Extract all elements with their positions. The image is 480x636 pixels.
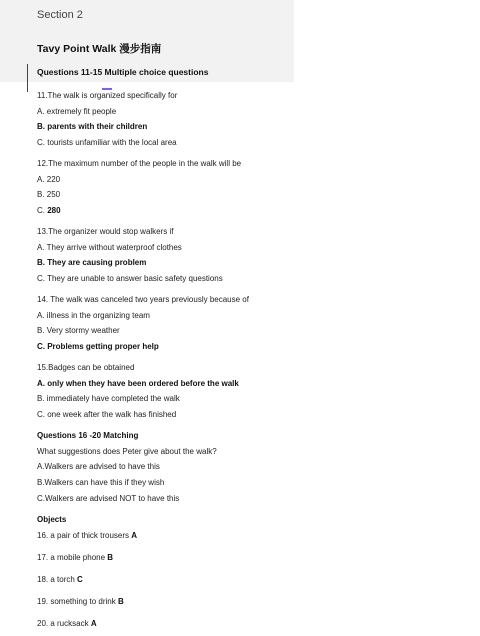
- object-item-20: [37, 619, 97, 628]
- object-item-16: [37, 531, 137, 540]
- section-title: Section 2: [37, 9, 83, 21]
- question-15-text: 15.Badges can be obtained: [37, 363, 135, 372]
- question-12-answer: 280: [47, 206, 61, 215]
- question-11-option-c: C. tourists unfamiliar with the local area: [37, 138, 177, 147]
- question-12-option-a: A. 220: [37, 175, 61, 184]
- question-12-text: 12.The maximum number of the people in the walk will be: [37, 159, 242, 168]
- object-item-answer: A: [131, 531, 138, 540]
- matching-option-b: B.Walkers can have this if they wish: [37, 478, 165, 487]
- question-13-text: 13.The organizer would stop walkers if: [37, 227, 174, 236]
- object-item-17: [37, 553, 113, 562]
- object-item-19: [37, 597, 124, 606]
- page-title: Tavy Point Walk 漫步指南: [37, 43, 162, 55]
- object-item-answer: B: [117, 597, 124, 606]
- object-item-answer: B: [107, 553, 114, 562]
- question-12-option-c: [37, 206, 61, 215]
- left-rule-divider: [27, 64, 28, 92]
- question-14-option-a: A. illness in the organizing team: [37, 311, 150, 320]
- question-15-option-a: A. only when they have been ordered before the walk: [37, 379, 239, 388]
- object-item-answer: A: [90, 619, 97, 628]
- question-15-option-c: C. one week after the walk has finished: [37, 410, 177, 419]
- highlight-marker: [102, 88, 112, 90]
- question-14-text: 14. The walk was canceled two years previously because of: [37, 295, 249, 304]
- object-item-text: 16. a pair of thick trousers: [37, 531, 132, 540]
- question-11-option-a: A. extremely fit people: [37, 107, 117, 116]
- mc-questions-header: Questions 11-15 Multiple choice questions: [37, 67, 209, 77]
- object-item-text: 20. a rucksack: [37, 619, 91, 628]
- question-11-text: 11.The walk is organized specifically for: [37, 91, 178, 100]
- question-15-option-b: B. immediately have completed the walk: [37, 394, 180, 403]
- object-item-text: 19. something to drink: [37, 597, 118, 606]
- option-c-label: C.: [37, 206, 48, 215]
- matching-prompt: What suggestions does Peter give about the walk?: [37, 447, 217, 456]
- matching-header: Questions 16 -20 Matching: [37, 431, 139, 440]
- question-13-option-a: A. They arrive without waterproof clothes: [37, 243, 182, 252]
- object-item-18: [37, 575, 83, 584]
- question-13-option-c: C. They are unable to answer basic safety questions: [37, 274, 223, 283]
- matching-option-c: C.Walkers are advised NOT to have this: [37, 494, 180, 503]
- question-13-option-b: B. They are causing problem: [37, 258, 147, 267]
- object-item-answer: C: [77, 575, 83, 584]
- object-item-text: 18. a torch: [37, 575, 78, 584]
- question-12-option-b: B. 250: [37, 190, 61, 199]
- matching-option-a: A.Walkers are advised to have this: [37, 462, 160, 471]
- question-14-option-c: C. Problems getting proper help: [37, 342, 159, 351]
- question-14-option-b: B. Very stormy weather: [37, 326, 120, 335]
- objects-header: Objects: [37, 515, 67, 524]
- object-item-text: 17. a mobile phone: [37, 553, 108, 562]
- question-11-option-b: B. parents with their children: [37, 122, 148, 131]
